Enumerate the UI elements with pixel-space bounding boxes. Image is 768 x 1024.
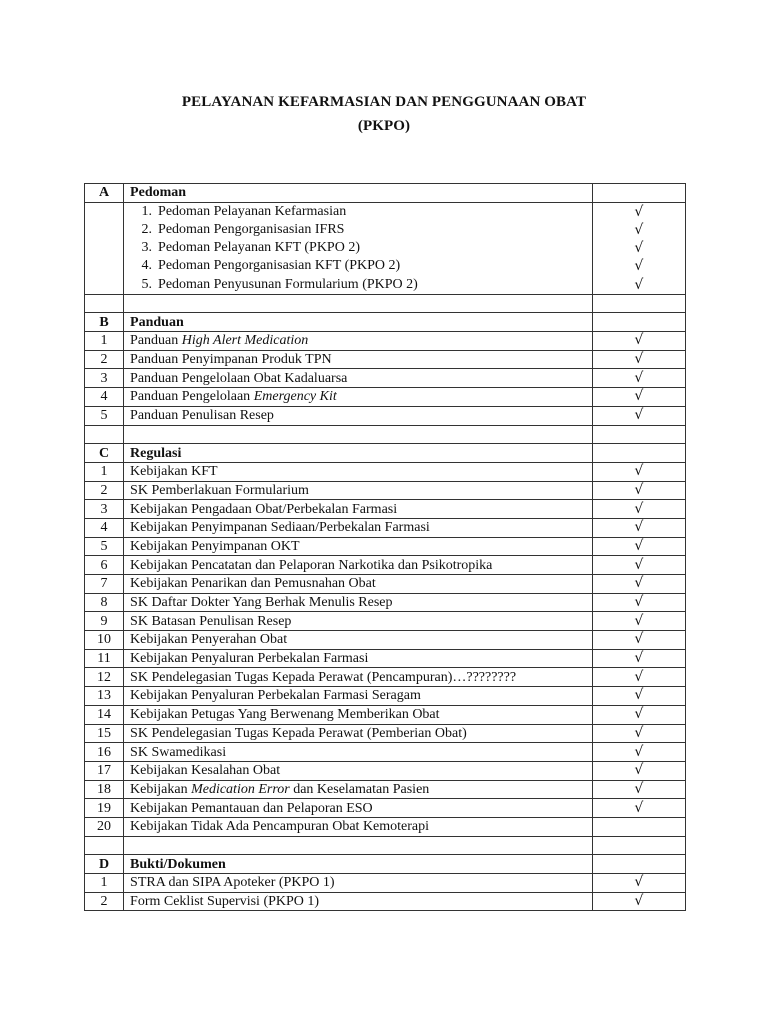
row-number bbox=[85, 462, 124, 481]
section-header-a bbox=[85, 184, 686, 203]
row-number-text: 4 bbox=[100, 389, 108, 405]
check-cell bbox=[592, 855, 685, 874]
row-number bbox=[85, 518, 124, 537]
checklist-table bbox=[84, 183, 686, 911]
row-check bbox=[592, 518, 685, 537]
row-number-text: 3 bbox=[100, 501, 108, 517]
item-text: Panduan Pengelolaan bbox=[130, 389, 254, 405]
section-heading bbox=[124, 313, 593, 332]
row-number-text: 2 bbox=[100, 482, 108, 498]
item-text: SK Batasan Penulisan Resep bbox=[130, 613, 292, 629]
item-text: Kebijakan Penyaluran Perbekalan Farmasi bbox=[130, 651, 369, 667]
row-number-text: 19 bbox=[97, 800, 112, 816]
row-number bbox=[85, 668, 124, 687]
item-text: SK Daftar Dokter Yang Berhak Menulis Resep bbox=[130, 595, 393, 611]
table-row bbox=[85, 612, 686, 631]
item-text: Kebijakan Pengadaan Obat/Perbekalan Farmasi bbox=[130, 501, 398, 517]
sublist-item-text: Pedoman Pelayanan KFT (PKPO 2) bbox=[158, 240, 360, 256]
row-check bbox=[592, 631, 685, 650]
table-row bbox=[85, 668, 686, 687]
item-text: Panduan bbox=[130, 333, 182, 349]
check-mark-icon: √ bbox=[634, 388, 644, 405]
item-text: SK Pemberlakuan Formularium bbox=[130, 482, 309, 498]
row-number-text: 16 bbox=[97, 744, 112, 760]
row-number-text: 14 bbox=[97, 707, 112, 723]
check-mark-icon: √ bbox=[634, 463, 644, 480]
item-text: SK Swamedikasi bbox=[130, 744, 227, 760]
check-mark-icon: √ bbox=[634, 240, 644, 257]
num-cell bbox=[85, 294, 124, 313]
row-item bbox=[124, 780, 593, 799]
row-check bbox=[592, 612, 685, 631]
section-code-text: A bbox=[98, 185, 110, 201]
table-row bbox=[85, 388, 686, 407]
check-mark-icon: √ bbox=[634, 369, 644, 386]
table-row bbox=[85, 462, 686, 481]
row-check bbox=[592, 332, 685, 351]
row-item bbox=[124, 500, 593, 519]
item-text: dan Keselamatan Pasien bbox=[289, 781, 430, 797]
row-item bbox=[124, 612, 593, 631]
row-number bbox=[85, 332, 124, 351]
row-item bbox=[124, 518, 593, 537]
table-row bbox=[85, 556, 686, 575]
table-row bbox=[85, 593, 686, 612]
section-code-text: B bbox=[99, 314, 109, 330]
check-mark-icon: √ bbox=[634, 500, 644, 517]
row-item bbox=[124, 388, 593, 407]
row-number-text: 1 bbox=[100, 875, 108, 891]
row-check bbox=[592, 369, 685, 388]
row-number bbox=[85, 874, 124, 893]
num-cell bbox=[85, 425, 124, 444]
document-subtitle: (PKPO) bbox=[357, 118, 411, 134]
item-text: Kebijakan Petugas Yang Berwenang Memberikan Obat bbox=[130, 707, 440, 723]
table-row bbox=[85, 350, 686, 369]
row-number bbox=[85, 705, 124, 724]
table-row bbox=[85, 481, 686, 500]
item-text: Kebijakan Penyimpanan OKT bbox=[130, 538, 300, 554]
check-mark-icon: √ bbox=[634, 575, 644, 592]
section-code bbox=[85, 184, 124, 203]
row-item bbox=[124, 575, 593, 594]
row-item bbox=[124, 761, 593, 780]
table-row bbox=[85, 799, 686, 818]
row-number-text: 20 bbox=[97, 819, 112, 835]
table-row bbox=[85, 631, 686, 650]
item-text: SK Pendelegasian Tugas Kepada Perawat (Pemberian Obat) bbox=[130, 725, 467, 741]
row-number-text: 1 bbox=[100, 333, 108, 349]
row-number-text: 9 bbox=[100, 613, 108, 629]
sublist-item bbox=[130, 239, 586, 257]
row-check bbox=[592, 406, 685, 425]
row-item bbox=[124, 369, 593, 388]
row-number bbox=[85, 369, 124, 388]
row-number-text: 12 bbox=[97, 669, 112, 685]
table-row bbox=[85, 705, 686, 724]
item-cell bbox=[124, 836, 593, 855]
check-mark-icon: √ bbox=[634, 258, 644, 275]
section-header-b bbox=[85, 313, 686, 332]
item-text: Kebijakan KFT bbox=[130, 464, 218, 480]
row-check bbox=[592, 705, 685, 724]
row-number bbox=[85, 537, 124, 556]
section-code bbox=[85, 444, 124, 463]
row-number bbox=[85, 500, 124, 519]
check-cell bbox=[592, 294, 685, 313]
item-text: Panduan Penyimpanan Produk TPN bbox=[130, 352, 332, 368]
item-text-italic: High Alert Medication bbox=[181, 333, 309, 349]
table-row bbox=[85, 406, 686, 425]
row-item bbox=[124, 817, 593, 836]
row-number bbox=[85, 780, 124, 799]
spacer-row bbox=[85, 836, 686, 855]
row-check bbox=[592, 500, 685, 519]
sublist-item bbox=[130, 203, 586, 221]
row-number-text: 5 bbox=[100, 408, 108, 424]
section-heading-text: Pedoman bbox=[130, 185, 187, 201]
row-number bbox=[85, 631, 124, 650]
check-mark-icon: √ bbox=[634, 780, 644, 797]
row-number bbox=[85, 687, 124, 706]
row-number-text: 10 bbox=[97, 632, 112, 648]
item-text: Kebijakan Kesalahan Obat bbox=[130, 763, 281, 779]
row-number-text: 13 bbox=[97, 688, 112, 704]
row-item bbox=[124, 406, 593, 425]
section-header-d bbox=[85, 855, 686, 874]
row-number-text: 2 bbox=[100, 894, 108, 910]
item-text: STRA dan SIPA Apoteker (PKPO 1) bbox=[130, 875, 335, 891]
check-mark-icon: √ bbox=[634, 706, 644, 723]
row-check bbox=[592, 462, 685, 481]
row-check bbox=[592, 761, 685, 780]
row-number-text: 4 bbox=[100, 520, 108, 536]
item-text: Kebijakan Pencatatan dan Pelaporan Narkotika dan Psikotropika bbox=[130, 557, 493, 573]
row-number bbox=[85, 724, 124, 743]
row-check bbox=[592, 799, 685, 818]
check-mark-icon: √ bbox=[634, 203, 644, 220]
row-item bbox=[124, 350, 593, 369]
row-number-text: 18 bbox=[97, 781, 112, 797]
sublist-item-number: 5. bbox=[141, 276, 153, 292]
num-cell bbox=[85, 202, 124, 294]
table-row bbox=[85, 743, 686, 762]
check-mark-icon: √ bbox=[634, 893, 644, 910]
check-mark-icon: √ bbox=[634, 668, 644, 685]
check-cell bbox=[592, 184, 685, 203]
row-check bbox=[592, 687, 685, 706]
row-item bbox=[124, 649, 593, 668]
item-text: SK Pendelegasian Tugas Kepada Perawat (Pencampuran)…???????? bbox=[130, 669, 517, 685]
row-number-text: 7 bbox=[100, 576, 108, 592]
row-check bbox=[592, 874, 685, 893]
sublist-item-number: 3. bbox=[141, 240, 153, 256]
check-cell bbox=[592, 836, 685, 855]
item-text: Form Ceklist Supervisi (PKPO 1) bbox=[130, 894, 320, 910]
check-mark-icon: √ bbox=[634, 799, 644, 816]
item-text-italic: Medication Error bbox=[191, 781, 290, 797]
sublist-item bbox=[130, 276, 586, 294]
section-heading-text: Regulasi bbox=[130, 445, 182, 461]
table-row bbox=[85, 780, 686, 799]
section-heading-text: Bukti/Dokumen bbox=[130, 856, 226, 872]
item-text: Kebijakan Penyaluran Perbekalan Farmasi Seragam bbox=[130, 688, 421, 704]
section-heading bbox=[124, 855, 593, 874]
table-row bbox=[85, 518, 686, 537]
check-mark-icon: √ bbox=[634, 537, 644, 554]
sublist-item-number: 2. bbox=[141, 221, 153, 237]
check-mark-icon: √ bbox=[634, 724, 644, 741]
section-heading bbox=[124, 444, 593, 463]
check-mark-icon: √ bbox=[634, 221, 644, 238]
check-mark-icon: √ bbox=[634, 332, 644, 349]
row-item bbox=[124, 481, 593, 500]
check-mark-icon: √ bbox=[634, 612, 644, 629]
table-row bbox=[85, 874, 686, 893]
row-number-text: 15 bbox=[97, 725, 112, 741]
row-number bbox=[85, 649, 124, 668]
row-item bbox=[124, 537, 593, 556]
row-number bbox=[85, 612, 124, 631]
row-item bbox=[124, 892, 593, 911]
table-row bbox=[85, 500, 686, 519]
row-number-text: 17 bbox=[97, 763, 112, 779]
row-item bbox=[124, 743, 593, 762]
table-row bbox=[85, 724, 686, 743]
table-row bbox=[85, 687, 686, 706]
row-number-text: 5 bbox=[100, 538, 108, 554]
check-mark-icon: √ bbox=[634, 407, 644, 424]
table-row bbox=[85, 332, 686, 351]
sublist-item-number: 4. bbox=[141, 258, 153, 274]
table-row bbox=[85, 575, 686, 594]
sublist-row bbox=[85, 202, 686, 294]
row-item bbox=[124, 724, 593, 743]
item-cell bbox=[124, 425, 593, 444]
row-item bbox=[124, 687, 593, 706]
row-check bbox=[592, 780, 685, 799]
row-check bbox=[592, 388, 685, 407]
row-item bbox=[124, 874, 593, 893]
sublist-item-text: Pedoman Pelayanan Kefarmasian bbox=[158, 203, 347, 219]
sublist-item-number: 1. bbox=[141, 203, 153, 219]
check-cell bbox=[592, 313, 685, 332]
item-text: Kebijakan Tidak Ada Pencampuran Obat Kemoterapi bbox=[130, 819, 430, 835]
section-heading bbox=[124, 184, 593, 203]
section-code bbox=[85, 855, 124, 874]
sublist-item bbox=[130, 221, 586, 239]
check-mark-icon: √ bbox=[634, 762, 644, 779]
row-number bbox=[85, 575, 124, 594]
row-check bbox=[592, 537, 685, 556]
row-check bbox=[592, 350, 685, 369]
item-text: Panduan Penulisan Resep bbox=[130, 408, 274, 424]
check-mark-icon: √ bbox=[634, 351, 644, 368]
spacer-row bbox=[85, 425, 686, 444]
row-item bbox=[124, 668, 593, 687]
row-number-text: 3 bbox=[100, 370, 108, 386]
row-number bbox=[85, 388, 124, 407]
check-mark-icon: √ bbox=[634, 276, 644, 293]
row-number-text: 1 bbox=[100, 464, 108, 480]
item-text: Kebijakan Penyimpanan Sediaan/Perbekalan Farmasi bbox=[130, 520, 430, 536]
check-mark-icon: √ bbox=[634, 650, 644, 667]
check-mark-icon: √ bbox=[634, 687, 644, 704]
row-number bbox=[85, 799, 124, 818]
item-text-italic: Emergency Kit bbox=[253, 389, 337, 405]
row-number-text: 8 bbox=[100, 595, 108, 611]
sublist-item-text: Pedoman Pengorganisasian IFRS bbox=[158, 221, 345, 237]
section-code-text: D bbox=[98, 856, 110, 872]
row-check bbox=[592, 892, 685, 911]
row-check bbox=[592, 481, 685, 500]
section-heading-text: Panduan bbox=[130, 314, 184, 330]
item-text: Kebijakan Pemantauan dan Pelaporan ESO bbox=[130, 800, 373, 816]
item-text: Kebijakan Penyerahan Obat bbox=[130, 632, 288, 648]
row-item bbox=[124, 462, 593, 481]
row-number-text: 6 bbox=[100, 557, 108, 573]
table-row bbox=[85, 761, 686, 780]
table-row bbox=[85, 369, 686, 388]
sublist-item-text: Pedoman Pengorganisasian KFT (PKPO 2) bbox=[158, 258, 401, 274]
section-header-c bbox=[85, 444, 686, 463]
row-number bbox=[85, 406, 124, 425]
row-number bbox=[85, 350, 124, 369]
item-text: Panduan Pengelolaan Obat Kadaluarsa bbox=[130, 370, 348, 386]
row-number-text: 11 bbox=[97, 651, 111, 667]
row-number bbox=[85, 743, 124, 762]
row-check bbox=[592, 593, 685, 612]
row-item bbox=[124, 556, 593, 575]
row-item bbox=[124, 332, 593, 351]
row-check bbox=[592, 724, 685, 743]
row-item bbox=[124, 705, 593, 724]
section-code bbox=[85, 313, 124, 332]
check-cell bbox=[592, 444, 685, 463]
row-check bbox=[592, 556, 685, 575]
row-check bbox=[592, 668, 685, 687]
check-mark-icon: √ bbox=[634, 519, 644, 536]
check-mark-icon: √ bbox=[634, 631, 644, 648]
section-code-text: C bbox=[98, 445, 110, 461]
check-mark-icon: √ bbox=[634, 594, 644, 611]
row-number bbox=[85, 556, 124, 575]
sublist-item bbox=[130, 257, 586, 275]
row-number bbox=[85, 817, 124, 836]
check-mark-icon: √ bbox=[634, 874, 644, 891]
sublist-check-cell bbox=[592, 202, 685, 294]
check-cell bbox=[592, 425, 685, 444]
row-check bbox=[592, 575, 685, 594]
num-cell bbox=[85, 836, 124, 855]
check-mark-icon: √ bbox=[634, 743, 644, 760]
sublist-item-text: Pedoman Penyusunan Formularium (PKPO 2) bbox=[158, 276, 418, 292]
row-check bbox=[592, 817, 685, 836]
check-mark-icon: √ bbox=[634, 481, 644, 498]
row-number-text: 2 bbox=[100, 352, 108, 368]
row-item bbox=[124, 593, 593, 612]
row-number bbox=[85, 593, 124, 612]
spacer-row bbox=[85, 294, 686, 313]
sublist-cell bbox=[124, 202, 593, 294]
item-cell bbox=[124, 294, 593, 313]
table-row bbox=[85, 817, 686, 836]
row-item bbox=[124, 799, 593, 818]
row-check bbox=[592, 649, 685, 668]
table-row bbox=[85, 649, 686, 668]
item-text: Kebijakan bbox=[130, 781, 192, 797]
row-number bbox=[85, 481, 124, 500]
row-number bbox=[85, 761, 124, 780]
table-row bbox=[85, 537, 686, 556]
item-text: Kebijakan Penarikan dan Pemusnahan Obat bbox=[130, 576, 376, 592]
row-item bbox=[124, 631, 593, 650]
table-row bbox=[85, 892, 686, 911]
row-check bbox=[592, 743, 685, 762]
document-title: PELAYANAN KEFARMASIAN DAN PENGGUNAAN OBAT bbox=[181, 94, 587, 110]
row-number bbox=[85, 892, 124, 911]
check-mark-icon: √ bbox=[634, 556, 644, 573]
